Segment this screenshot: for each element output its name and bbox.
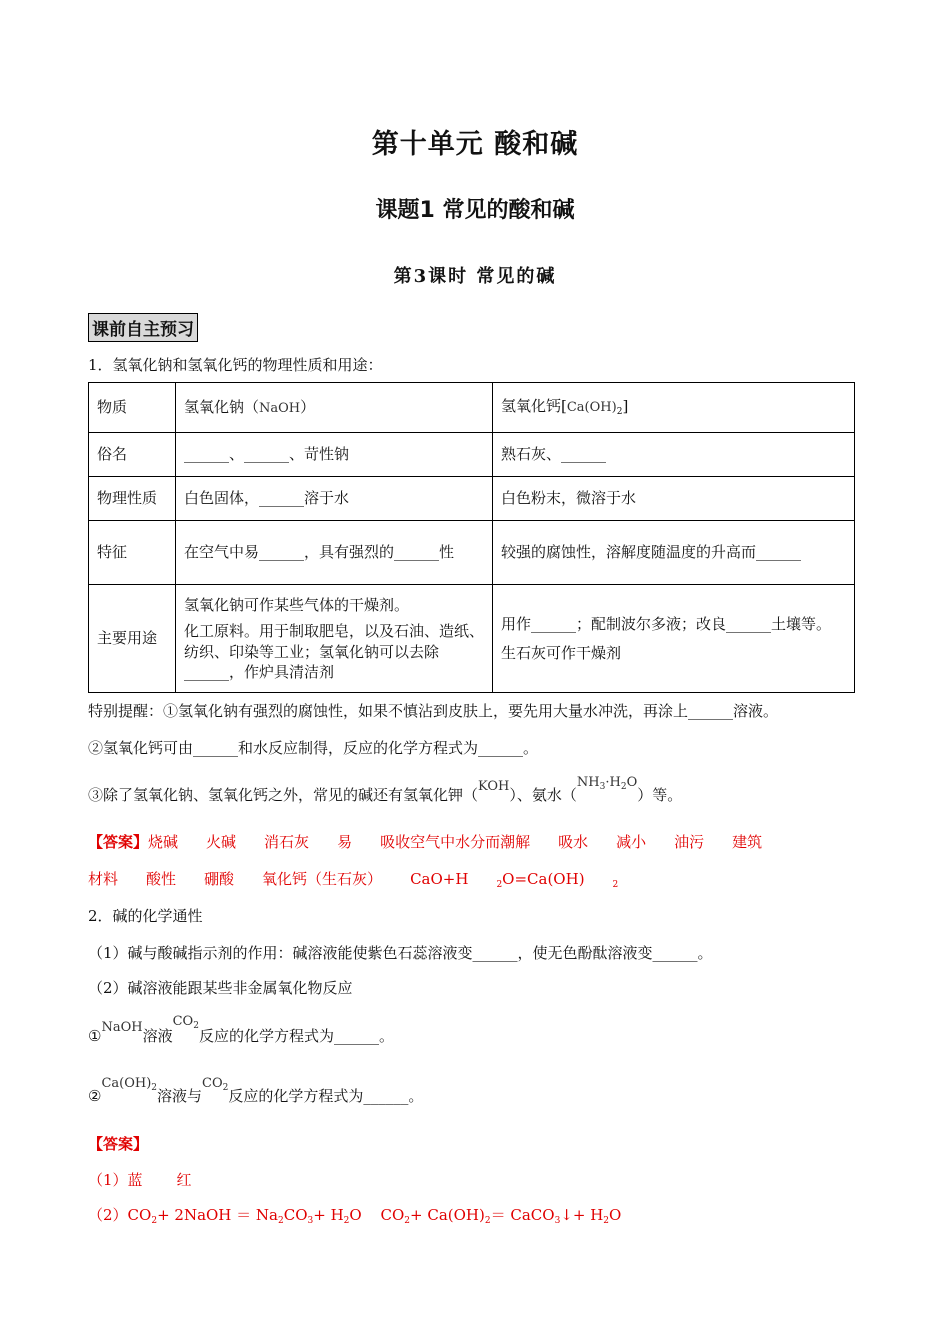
unit-title: 第十单元 酸和碱 (371, 129, 579, 160)
ammonia-formula: $NH_3\cdot H_2O$ (576, 775, 638, 792)
row-label: 主要用途 (89, 585, 176, 693)
row-label: 特征 (89, 521, 176, 585)
cell-caoh: 用作______；配制波尔多液；改良______土壤等。 生石灰可作干燥剂 (493, 585, 855, 693)
tip-2: ②氢氧化钙可由______和水反应制得，反应的化学方程式为______。 (88, 739, 539, 757)
q2-intro: 2．碱的化学通性 (88, 907, 203, 925)
header-cell-naoh: 氢氧化钠（NaOH） (176, 383, 493, 433)
cell-naoh: 在空气中易______，具有强烈的______性 (176, 521, 493, 585)
answer-2-label: 【答案】 (88, 1135, 149, 1153)
q2-equation-1: ①NaOH溶液$CO_2$反应的化学方程式为______。 (88, 1014, 394, 1045)
cell-naoh: 白色固体，______溶于水 (176, 477, 493, 521)
q2-part-2: （2）碱溶液能跟某些非金属氧化物反应 (88, 979, 353, 997)
cao-equation: CaO+H $_2$O=Ca(OH) $_2$ (410, 870, 619, 890)
table-row (89, 433, 855, 477)
answer-2-line-2: $(2)CO_2+$ 2NaOH ＝ $Na_2CO_3+ H_2O$ $CO_2+ Ca(OH)_2=$ CaCO$_3$↓+ $H_2O$ (88, 1206, 622, 1226)
section-label: 课前自主预习 (88, 313, 198, 342)
cell-naoh: 氢氧化钠可作某些气体的干燥剂。 化工原料。用于制取肥皂，以及石油、造纸、纺织、印染等工业；氢氧化钠可以去除______，作炉具清洁剂 (176, 585, 493, 693)
lesson-title: 课题1 常见的酸和碱 (375, 198, 575, 223)
table-row (89, 477, 855, 521)
table-row (89, 383, 855, 433)
q1-intro: 1．氢氧化钠和氢氧化钙的物理性质和用途： (88, 356, 383, 374)
properties-table (88, 382, 855, 693)
answer-1-line-1: 【答案】烧碱 火碱 消石灰 易 吸收空气中水分而潮解 吸水 减小 油污 建筑 (88, 833, 763, 851)
row-label: 物理性质 (89, 477, 176, 521)
answer-1-line-2: 材料 酸性 硼酸 氧化钙（生石灰） CaO+H $_2$O=Ca(OH) $_2$ (88, 870, 619, 890)
table-row (89, 585, 855, 693)
cell-naoh: ______、______、苛性钠 (176, 433, 493, 477)
cell-caoh: 较强的腐蚀性，溶解度随温度的升高而______ (493, 521, 855, 585)
table-row (89, 521, 855, 585)
tip-3: ③除了氢氧化钠、氢氧化钙之外，常见的碱还有氢氧化钾（KOH）、氨水$(NH_3\cdot H_2O)$等。 (88, 775, 683, 804)
q2-equation-2: $②Ca(OH)_2$溶液与$CO_2$反应的化学方程式为______。 (88, 1076, 424, 1105)
answer-2-line-1: （1）蓝 红 (88, 1171, 192, 1189)
q2-part-1: （1）碱与酸碱指示剂的作用：碱溶液能使紫色石蕊溶液变______，使无色酚酞溶液变______。 (88, 944, 713, 962)
cell-caoh: 白色粉末，微溶于水 (493, 477, 855, 521)
header-cell-caoh: 氢氧化钙$[Ca(OH)_2]$ (493, 383, 855, 433)
period-title: 第3课时 常见的碱 (393, 266, 557, 287)
cell-caoh: 熟石灰、______ (493, 433, 855, 477)
tip-1: 特别提醒：①氢氧化钠有强烈的腐蚀性，如果不慎沾到皮肤上，要先用大量水冲洗，再涂上______溶液。 (88, 702, 779, 720)
row-label: 俗名 (89, 433, 176, 477)
header-cell-substance: 物质 (89, 383, 176, 433)
